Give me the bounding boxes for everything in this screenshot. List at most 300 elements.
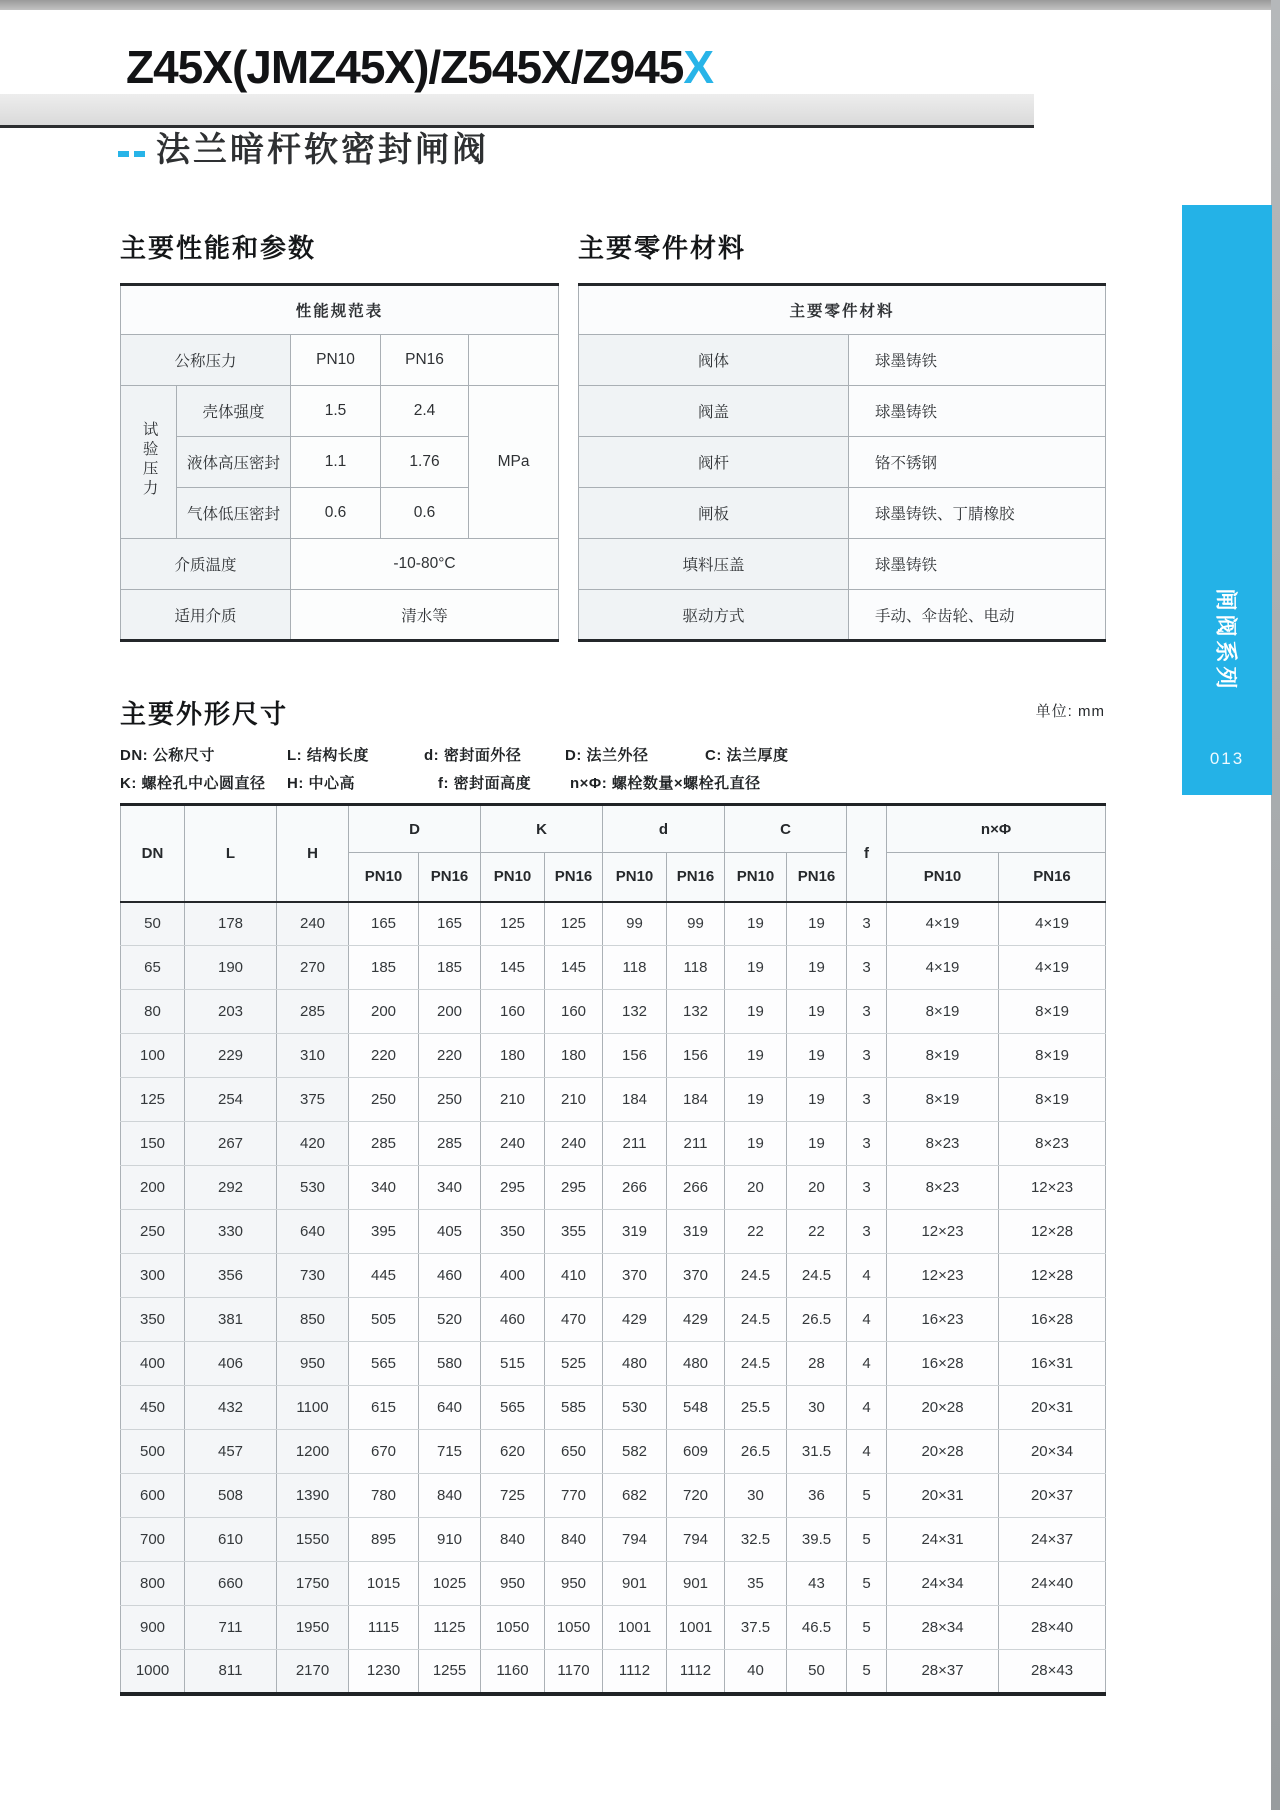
dimension-value-cell: 295 xyxy=(481,1166,545,1210)
dimension-value-cell: 266 xyxy=(667,1166,725,1210)
dimension-value-cell: 180 xyxy=(481,1034,545,1078)
nominal-pressure-pn10: PN10 xyxy=(291,335,381,386)
material-value: 手动、伞齿轮、电动 xyxy=(849,590,1106,641)
header-d-outer: D xyxy=(349,805,481,853)
dimension-value-cell: 395 xyxy=(349,1210,419,1254)
dimensions-table xyxy=(120,803,1106,1696)
dimension-value-cell: 125 xyxy=(481,902,545,946)
dimension-value-cell: 565 xyxy=(349,1342,419,1386)
dimension-value-cell: 356 xyxy=(185,1254,277,1298)
dimension-value-cell: 375 xyxy=(277,1078,349,1122)
dimension-dn-cell: 700 xyxy=(121,1518,185,1562)
dimension-value-cell: 200 xyxy=(349,990,419,1034)
dimension-value-cell: 505 xyxy=(349,1298,419,1342)
dimensions-row xyxy=(121,1518,1106,1562)
dimensions-row xyxy=(121,1430,1106,1474)
dimension-value-cell: 8×23 xyxy=(887,1166,999,1210)
dimension-value-cell: 381 xyxy=(185,1298,277,1342)
liquid-seal-pn16: 1.76 xyxy=(381,437,469,488)
dimension-value-cell: 28×43 xyxy=(999,1650,1106,1694)
material-row-bonnet xyxy=(579,386,1106,437)
dimension-dn-cell: 200 xyxy=(121,1166,185,1210)
material-part-label: 填料压盖 xyxy=(579,539,849,590)
performance-title-row xyxy=(121,285,559,335)
dimensions-header-groups xyxy=(121,805,1106,853)
dimension-value-cell: 615 xyxy=(349,1386,419,1430)
dimension-dn-cell: 350 xyxy=(121,1298,185,1342)
dimension-value-cell: 184 xyxy=(603,1078,667,1122)
dimension-value-cell: 901 xyxy=(603,1562,667,1606)
dimension-value-cell: 1160 xyxy=(481,1650,545,1694)
dimension-value-cell: 19 xyxy=(787,946,847,990)
header-k: K xyxy=(481,805,603,853)
dimension-value-cell: 28×40 xyxy=(999,1606,1106,1650)
dimension-value-cell: 480 xyxy=(603,1342,667,1386)
legend-c: C: 法兰厚度 xyxy=(705,747,789,764)
dimension-dn-cell: 80 xyxy=(121,990,185,1034)
dimension-value-cell: 24×34 xyxy=(887,1562,999,1606)
dimension-value-cell: 30 xyxy=(787,1386,847,1430)
dimension-value-cell: 240 xyxy=(277,902,349,946)
dimension-value-cell: 457 xyxy=(185,1430,277,1474)
dimension-value-cell: 145 xyxy=(545,946,603,990)
gas-seal-pn10: 0.6 xyxy=(291,488,381,539)
dimension-value-cell: 4×19 xyxy=(887,902,999,946)
shell-strength-row xyxy=(121,386,559,437)
dimension-value-cell: 1001 xyxy=(667,1606,725,1650)
dimension-dn-cell: 1000 xyxy=(121,1650,185,1694)
material-part-label: 阀体 xyxy=(579,335,849,386)
dimension-value-cell: 5 xyxy=(847,1562,887,1606)
page-title-main: Z45X(JMZ45X)/Z545X/Z945 xyxy=(126,41,684,93)
dimension-value-cell: 220 xyxy=(349,1034,419,1078)
dimension-value-cell: 190 xyxy=(185,946,277,990)
dimension-value-cell: 20 xyxy=(725,1166,787,1210)
gas-seal-label: 气体低压密封 xyxy=(177,488,291,539)
dimension-value-cell: 266 xyxy=(603,1166,667,1210)
dimensions-row xyxy=(121,1078,1106,1122)
dimension-value-cell: 8×19 xyxy=(887,1078,999,1122)
material-value: 球墨铸铁 xyxy=(849,539,1106,590)
dimension-value-cell: 3 xyxy=(847,1210,887,1254)
liquid-seal-label: 液体高压密封 xyxy=(177,437,291,488)
dimension-value-cell: 670 xyxy=(349,1430,419,1474)
shell-strength-pn16: 2.4 xyxy=(381,386,469,437)
dimension-value-cell: 811 xyxy=(185,1650,277,1694)
empty-cell xyxy=(469,335,559,386)
material-row-actuation xyxy=(579,590,1106,641)
dimension-value-cell: 36 xyxy=(787,1474,847,1518)
dimension-value-cell: 220 xyxy=(419,1034,481,1078)
dimension-value-cell: 24×31 xyxy=(887,1518,999,1562)
dimension-value-cell: 24×40 xyxy=(999,1562,1106,1606)
pressure-unit: MPa xyxy=(469,386,559,539)
dimension-value-cell: 429 xyxy=(667,1298,725,1342)
dimension-value-cell: 515 xyxy=(481,1342,545,1386)
legend-d-seal: d: 密封面外径 xyxy=(424,747,522,764)
header-c-pn10: PN10 xyxy=(725,853,787,902)
dimension-value-cell: 8×23 xyxy=(887,1122,999,1166)
header-nphi-pn10: PN10 xyxy=(887,853,999,902)
materials-title-row xyxy=(579,285,1106,335)
dimension-value-cell: 185 xyxy=(419,946,481,990)
dimensions-row xyxy=(121,1562,1106,1606)
subtitle-dash-icon xyxy=(118,151,145,157)
header-d-seal: d xyxy=(603,805,725,853)
dimension-dn-cell: 150 xyxy=(121,1122,185,1166)
legend-d-outer: D: 法兰外径 xyxy=(565,747,649,764)
dimension-value-cell: 22 xyxy=(725,1210,787,1254)
dimension-value-cell: 460 xyxy=(481,1298,545,1342)
series-tab-label-wrap xyxy=(1182,565,1272,715)
dimension-value-cell: 5 xyxy=(847,1518,887,1562)
dimension-value-cell: 1025 xyxy=(419,1562,481,1606)
dimension-value-cell: 132 xyxy=(667,990,725,1034)
dimension-value-cell: 1115 xyxy=(349,1606,419,1650)
dimension-value-cell: 1550 xyxy=(277,1518,349,1562)
dimension-value-cell: 8×19 xyxy=(887,1034,999,1078)
dimension-value-cell: 725 xyxy=(481,1474,545,1518)
dimension-value-cell: 20×37 xyxy=(999,1474,1106,1518)
dimension-value-cell: 43 xyxy=(787,1562,847,1606)
dimension-value-cell: 20×28 xyxy=(887,1386,999,1430)
dimensions-row xyxy=(121,1606,1106,1650)
header-k-pn16: PN16 xyxy=(545,853,603,902)
dimension-value-cell: 39.5 xyxy=(787,1518,847,1562)
dimension-value-cell: 1750 xyxy=(277,1562,349,1606)
dimensions-row xyxy=(121,1122,1106,1166)
dimension-value-cell: 582 xyxy=(603,1430,667,1474)
dimensions-row xyxy=(121,1386,1106,1430)
dimension-value-cell: 37.5 xyxy=(725,1606,787,1650)
dimension-value-cell: 8×19 xyxy=(887,990,999,1034)
dimension-value-cell: 910 xyxy=(419,1518,481,1562)
dimension-value-cell: 8×19 xyxy=(999,1078,1106,1122)
dimension-value-cell: 330 xyxy=(185,1210,277,1254)
dimension-dn-cell: 800 xyxy=(121,1562,185,1606)
dimension-value-cell: 780 xyxy=(349,1474,419,1518)
nominal-pressure-pn16: PN16 xyxy=(381,335,469,386)
scan-top-edge xyxy=(0,0,1280,10)
dimension-value-cell: 210 xyxy=(545,1078,603,1122)
dimension-value-cell: 840 xyxy=(481,1518,545,1562)
dimension-dn-cell: 250 xyxy=(121,1210,185,1254)
dimension-value-cell: 460 xyxy=(419,1254,481,1298)
dimension-value-cell: 24.5 xyxy=(787,1254,847,1298)
dimension-value-cell: 16×28 xyxy=(999,1298,1106,1342)
medium-temperature-label: 介质温度 xyxy=(121,539,291,590)
performance-table-title: 性能规范表 xyxy=(121,285,559,335)
dimension-value-cell: 370 xyxy=(603,1254,667,1298)
legend-nphi: n×Φ: 螺栓数量×螺栓孔直径 xyxy=(570,775,761,792)
dimension-value-cell: 285 xyxy=(419,1122,481,1166)
dimension-dn-cell: 100 xyxy=(121,1034,185,1078)
dimension-value-cell: 895 xyxy=(349,1518,419,1562)
dimension-dn-cell: 900 xyxy=(121,1606,185,1650)
dimension-value-cell: 420 xyxy=(277,1122,349,1166)
dimension-value-cell: 3 xyxy=(847,1166,887,1210)
dimension-value-cell: 19 xyxy=(787,1122,847,1166)
medium-temperature-row xyxy=(121,539,559,590)
dimension-value-cell: 160 xyxy=(481,990,545,1034)
dimensions-row xyxy=(121,902,1106,946)
page-title-accent: X xyxy=(683,41,714,93)
material-part-label: 阀盖 xyxy=(579,386,849,437)
dimension-value-cell: 1125 xyxy=(419,1606,481,1650)
dimension-dn-cell: 500 xyxy=(121,1430,185,1474)
dimension-value-cell: 292 xyxy=(185,1166,277,1210)
dimensions-row xyxy=(121,1342,1106,1386)
dimension-value-cell: 19 xyxy=(787,902,847,946)
performance-table xyxy=(120,283,559,642)
material-value: 球墨铸铁 xyxy=(849,335,1106,386)
dimension-value-cell: 250 xyxy=(349,1078,419,1122)
dimension-value-cell: 31.5 xyxy=(787,1430,847,1474)
dimension-value-cell: 640 xyxy=(419,1386,481,1430)
dimension-value-cell: 319 xyxy=(667,1210,725,1254)
dimension-value-cell: 355 xyxy=(545,1210,603,1254)
dimension-value-cell: 12×23 xyxy=(887,1210,999,1254)
dimensions-row xyxy=(121,1474,1106,1518)
dimension-value-cell: 530 xyxy=(277,1166,349,1210)
dimension-value-cell: 210 xyxy=(481,1078,545,1122)
header-nphi: n×Φ xyxy=(887,805,1106,853)
dimension-value-cell: 24×37 xyxy=(999,1518,1106,1562)
dimension-value-cell: 8×23 xyxy=(999,1122,1106,1166)
medium-temperature-value: -10-80°C xyxy=(291,539,559,590)
dimension-value-cell: 850 xyxy=(277,1298,349,1342)
dimension-value-cell: 5 xyxy=(847,1650,887,1694)
dimension-value-cell: 901 xyxy=(667,1562,725,1606)
legend-f: f: 密封面高度 xyxy=(438,775,532,792)
dimension-value-cell: 26.5 xyxy=(787,1298,847,1342)
nominal-pressure-row xyxy=(121,335,559,386)
dimension-value-cell: 1255 xyxy=(419,1650,481,1694)
dimensions-row xyxy=(121,946,1106,990)
dimension-value-cell: 40 xyxy=(725,1650,787,1694)
dimension-value-cell: 19 xyxy=(787,1078,847,1122)
dimension-dn-cell: 65 xyxy=(121,946,185,990)
dimension-value-cell: 4×19 xyxy=(999,946,1106,990)
material-value: 球墨铸铁、丁腈橡胶 xyxy=(849,488,1106,539)
applicable-medium-value: 清水等 xyxy=(291,590,559,641)
header-k-pn10: PN10 xyxy=(481,853,545,902)
dimension-value-cell: 270 xyxy=(277,946,349,990)
dimension-dn-cell: 600 xyxy=(121,1474,185,1518)
materials-table xyxy=(578,283,1106,642)
dimension-value-cell: 12×23 xyxy=(999,1166,1106,1210)
dimension-value-cell: 350 xyxy=(481,1210,545,1254)
dimension-value-cell: 24.5 xyxy=(725,1254,787,1298)
dimension-value-cell: 3 xyxy=(847,1034,887,1078)
dimension-value-cell: 1112 xyxy=(603,1650,667,1694)
dimension-value-cell: 711 xyxy=(185,1606,277,1650)
dimension-value-cell: 99 xyxy=(667,902,725,946)
dimension-value-cell: 5 xyxy=(847,1474,887,1518)
dimension-value-cell: 609 xyxy=(667,1430,725,1474)
dimensions-row xyxy=(121,1166,1106,1210)
header-nphi-pn16: PN16 xyxy=(999,853,1106,902)
test-pressure-label-text: 试验压力 xyxy=(140,420,158,499)
dimension-value-cell: 35 xyxy=(725,1562,787,1606)
dimension-value-cell: 1050 xyxy=(545,1606,603,1650)
dimension-value-cell: 3 xyxy=(847,1078,887,1122)
dimension-value-cell: 370 xyxy=(667,1254,725,1298)
dimension-value-cell: 250 xyxy=(419,1078,481,1122)
applicable-medium-label: 适用介质 xyxy=(121,590,291,641)
dimension-value-cell: 1015 xyxy=(349,1562,419,1606)
dimension-value-cell: 160 xyxy=(545,990,603,1034)
series-side-tab xyxy=(1182,205,1272,795)
dimension-value-cell: 285 xyxy=(349,1122,419,1166)
dimensions-table-body xyxy=(121,902,1106,1694)
dimension-value-cell: 132 xyxy=(603,990,667,1034)
material-row-stem xyxy=(579,437,1106,488)
dimension-dn-cell: 400 xyxy=(121,1342,185,1386)
material-value: 球墨铸铁 xyxy=(849,386,1106,437)
page-subtitle: 法兰暗杆软密封闸阀 xyxy=(156,131,489,169)
dimension-value-cell: 19 xyxy=(725,1078,787,1122)
dimension-value-cell: 1230 xyxy=(349,1650,419,1694)
dimension-value-cell: 12×28 xyxy=(999,1210,1106,1254)
dimension-value-cell: 25.5 xyxy=(725,1386,787,1430)
material-row-gland xyxy=(579,539,1106,590)
dimension-value-cell: 211 xyxy=(603,1122,667,1166)
material-part-label: 驱动方式 xyxy=(579,590,849,641)
dimension-value-cell: 640 xyxy=(277,1210,349,1254)
dimension-value-cell: 1050 xyxy=(481,1606,545,1650)
nominal-pressure-label: 公称压力 xyxy=(121,335,291,386)
dimension-value-cell: 950 xyxy=(277,1342,349,1386)
dimension-value-cell: 145 xyxy=(481,946,545,990)
dimension-value-cell: 410 xyxy=(545,1254,603,1298)
legend-l: L: 结构长度 xyxy=(287,747,369,764)
dimension-value-cell: 429 xyxy=(603,1298,667,1342)
dimension-value-cell: 548 xyxy=(667,1386,725,1430)
dimension-value-cell: 12×28 xyxy=(999,1254,1106,1298)
dimension-value-cell: 508 xyxy=(185,1474,277,1518)
header-d-pn16: PN16 xyxy=(419,853,481,902)
header-dn: DN xyxy=(121,805,185,902)
dimension-value-cell: 20×31 xyxy=(887,1474,999,1518)
dimension-value-cell: 580 xyxy=(419,1342,481,1386)
header-l: L xyxy=(185,805,277,902)
dimension-value-cell: 950 xyxy=(481,1562,545,1606)
material-row-body xyxy=(579,335,1106,386)
dimension-value-cell: 950 xyxy=(545,1562,603,1606)
legend-k: K: 螺栓孔中心圆直径 xyxy=(120,775,266,792)
dimension-value-cell: 24.5 xyxy=(725,1298,787,1342)
dimension-value-cell: 28×37 xyxy=(887,1650,999,1694)
dimension-value-cell: 19 xyxy=(787,1034,847,1078)
dimension-value-cell: 19 xyxy=(725,946,787,990)
dimensions-legend-row2 xyxy=(120,772,1050,792)
dimension-value-cell: 794 xyxy=(667,1518,725,1562)
dimensions-row xyxy=(121,1254,1106,1298)
dimension-value-cell: 770 xyxy=(545,1474,603,1518)
dimension-value-cell: 405 xyxy=(419,1210,481,1254)
header-c-pn16: PN16 xyxy=(787,853,847,902)
dimension-value-cell: 310 xyxy=(277,1034,349,1078)
dimension-value-cell: 4 xyxy=(847,1254,887,1298)
dimension-value-cell: 585 xyxy=(545,1386,603,1430)
dimension-value-cell: 730 xyxy=(277,1254,349,1298)
dimension-value-cell: 203 xyxy=(185,990,277,1034)
dimension-value-cell: 156 xyxy=(667,1034,725,1078)
dimension-value-cell: 99 xyxy=(603,902,667,946)
dimension-value-cell: 4×19 xyxy=(999,902,1106,946)
dimension-value-cell: 319 xyxy=(603,1210,667,1254)
dimensions-row xyxy=(121,1650,1106,1694)
dimension-value-cell: 1001 xyxy=(603,1606,667,1650)
dimensions-row xyxy=(121,1034,1106,1078)
materials-table-title: 主要零件材料 xyxy=(579,285,1106,335)
dimension-value-cell: 12×23 xyxy=(887,1254,999,1298)
dimension-value-cell: 19 xyxy=(787,990,847,1034)
dimension-value-cell: 240 xyxy=(545,1122,603,1166)
dimension-value-cell: 3 xyxy=(847,946,887,990)
dimension-value-cell: 794 xyxy=(603,1518,667,1562)
section-heading-performance: 主要性能和参数 xyxy=(120,233,317,263)
dimension-value-cell: 24.5 xyxy=(725,1342,787,1386)
unit-note: 单位: mm xyxy=(1035,703,1105,720)
legend-h: H: 中心高 xyxy=(287,775,355,792)
dimension-value-cell: 254 xyxy=(185,1078,277,1122)
header-f: f xyxy=(847,805,887,902)
page-title xyxy=(126,40,713,94)
dimension-value-cell: 715 xyxy=(419,1430,481,1474)
dimension-value-cell: 1200 xyxy=(277,1430,349,1474)
dimension-value-cell: 1100 xyxy=(277,1386,349,1430)
dimension-value-cell: 118 xyxy=(667,946,725,990)
dimension-value-cell: 50 xyxy=(787,1650,847,1694)
header-c: C xyxy=(725,805,847,853)
dimensions-row xyxy=(121,990,1106,1034)
dimension-value-cell: 720 xyxy=(667,1474,725,1518)
header-dseal-pn10: PN10 xyxy=(603,853,667,902)
dimension-value-cell: 1170 xyxy=(545,1650,603,1694)
dimension-value-cell: 520 xyxy=(419,1298,481,1342)
dimension-dn-cell: 300 xyxy=(121,1254,185,1298)
dimension-dn-cell: 125 xyxy=(121,1078,185,1122)
material-part-label: 闸板 xyxy=(579,488,849,539)
dimension-value-cell: 20×31 xyxy=(999,1386,1106,1430)
dimension-value-cell: 682 xyxy=(603,1474,667,1518)
dimension-value-cell: 19 xyxy=(725,1122,787,1166)
test-pressure-label xyxy=(121,386,177,539)
dimension-value-cell: 470 xyxy=(545,1298,603,1342)
series-tab-label: 闸阀系列 xyxy=(1213,587,1239,693)
scan-right-edge xyxy=(1271,0,1280,1810)
dimension-value-cell: 620 xyxy=(481,1430,545,1474)
dimension-value-cell: 20×34 xyxy=(999,1430,1106,1474)
dimension-value-cell: 530 xyxy=(603,1386,667,1430)
dimension-value-cell: 340 xyxy=(419,1166,481,1210)
dimensions-row xyxy=(121,1210,1106,1254)
header-h: H xyxy=(277,805,349,902)
dimension-value-cell: 3 xyxy=(847,902,887,946)
dimension-value-cell: 8×19 xyxy=(999,990,1106,1034)
header-d-pn10: PN10 xyxy=(349,853,419,902)
applicable-medium-row xyxy=(121,590,559,641)
dimension-value-cell: 240 xyxy=(481,1122,545,1166)
dimension-value-cell: 19 xyxy=(725,902,787,946)
shell-strength-pn10: 1.5 xyxy=(291,386,381,437)
dimension-value-cell: 165 xyxy=(419,902,481,946)
dimension-value-cell: 5 xyxy=(847,1606,887,1650)
dimension-value-cell: 480 xyxy=(667,1342,725,1386)
dimension-value-cell: 400 xyxy=(481,1254,545,1298)
